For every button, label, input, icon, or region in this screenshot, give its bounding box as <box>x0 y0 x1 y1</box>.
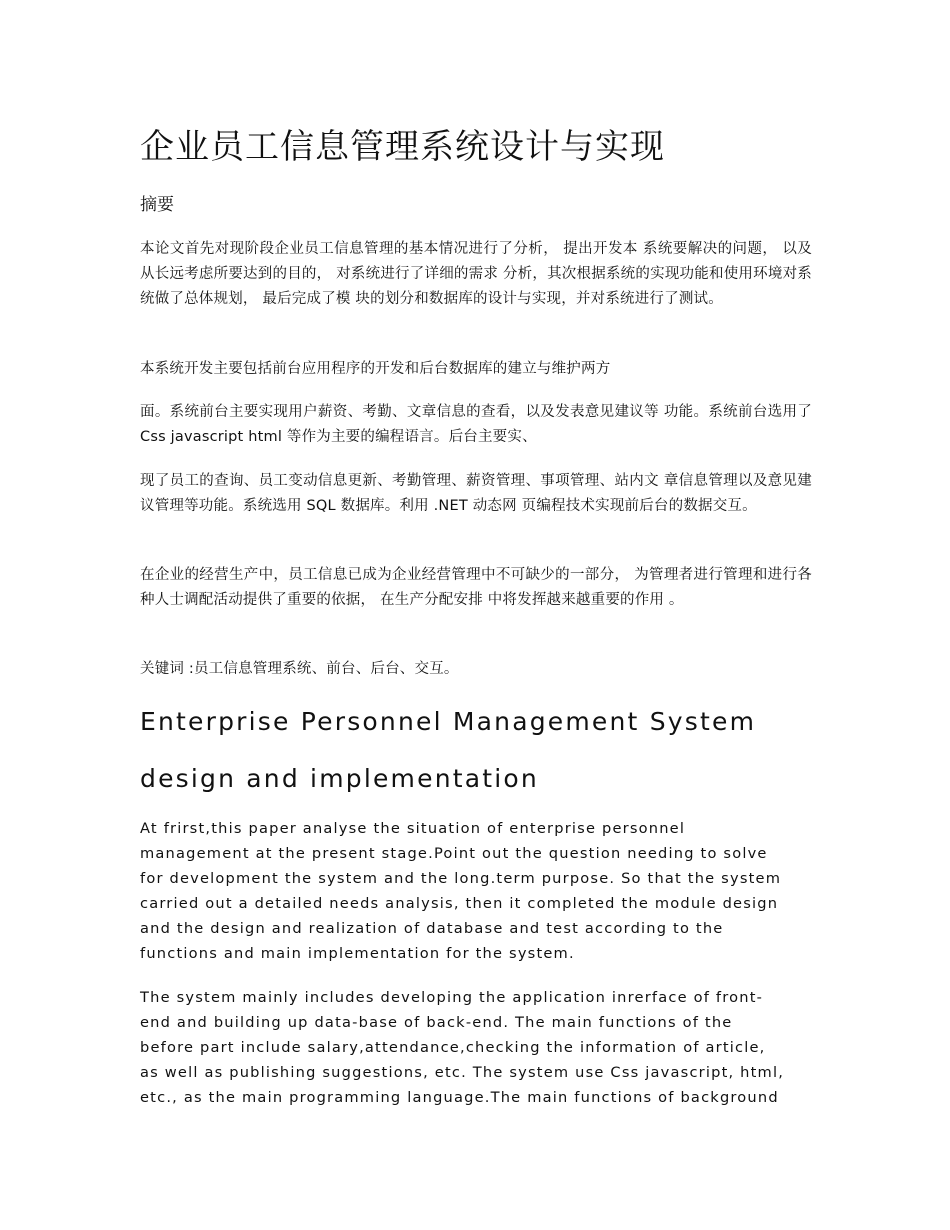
cn-paragraph-1: 本论文首先对现阶段企业员工信息管理的基本情况进行了分析， 提出开发本 系统要解决的问题， 以及从长远考虑所要达到的目的， 对系统进行了详细的需求 分析，其次根据系统的实现功能和使用环境对系统做了总体规划， 最后完成了模 块的划分和数据库的设计与实现，并对系统进行了测试。 <box>140 241 812 307</box>
abstract-heading: 摘要 <box>140 195 174 215</box>
cn-paragraph-4: 现了员工的查询、员工变动信息更新、考勤管理、薪资管理、事项管理、站内文 章信息管理以及意见建议管理等功能。系统选用 SQL 数据库。利用 .NET 动态网 页编程技术实现前后台的数据交互。 <box>140 473 812 514</box>
english-title-line-2: design and implementation <box>140 764 539 793</box>
keywords-line: 关键词 :员工信息管理系统、前台、后台、交互。 <box>140 661 459 677</box>
english-title-line-1: Enterprise Personnel Management System <box>140 707 757 736</box>
cn-paragraph-5: 在企业的经营生产中，员工信息已成为企业经营管理中不可缺少的一部分， 为管理者进行管理和进行各种人士调配活动提供了重要的依据， 在生产分配安排 中将发挥越来越重要的作用 。 <box>140 567 812 608</box>
cn-paragraph-3: 面。系统前台主要实现用户薪资、考勤、文章信息的查看，以及发表意见建议等 功能。系统前台选用了 Css javascript html 等作为主要的编程语言。后台主要实、 <box>140 404 812 445</box>
english-paragraph-1: At frirst,this paper analyse the situation of enterprise personnel management at the present stage.Point out the question needing to solve for development the system and the long.term purpose. So that the system carried out a detailed needs analysis, then it completed the module design and the design and realization of database and test according to the functions and main implementation for the system. <box>140 820 782 962</box>
cn-paragraph-2: 本系统开发主要包括前台应用程序的开发和后台数据库的建立与维护两方 <box>140 361 611 377</box>
document-title: 企业员工信息管理系统设计与实现 <box>140 127 665 167</box>
english-paragraph-2: The system mainly includes developing the application inrerface of front- end and building up data-base of back-end. The main functions of the before part include salary,attendance,checking the information of article, as well as publishing suggestions, etc. The system use Css javascript, html, etc., as the main programming language.The main functions of background <box>140 989 785 1106</box>
